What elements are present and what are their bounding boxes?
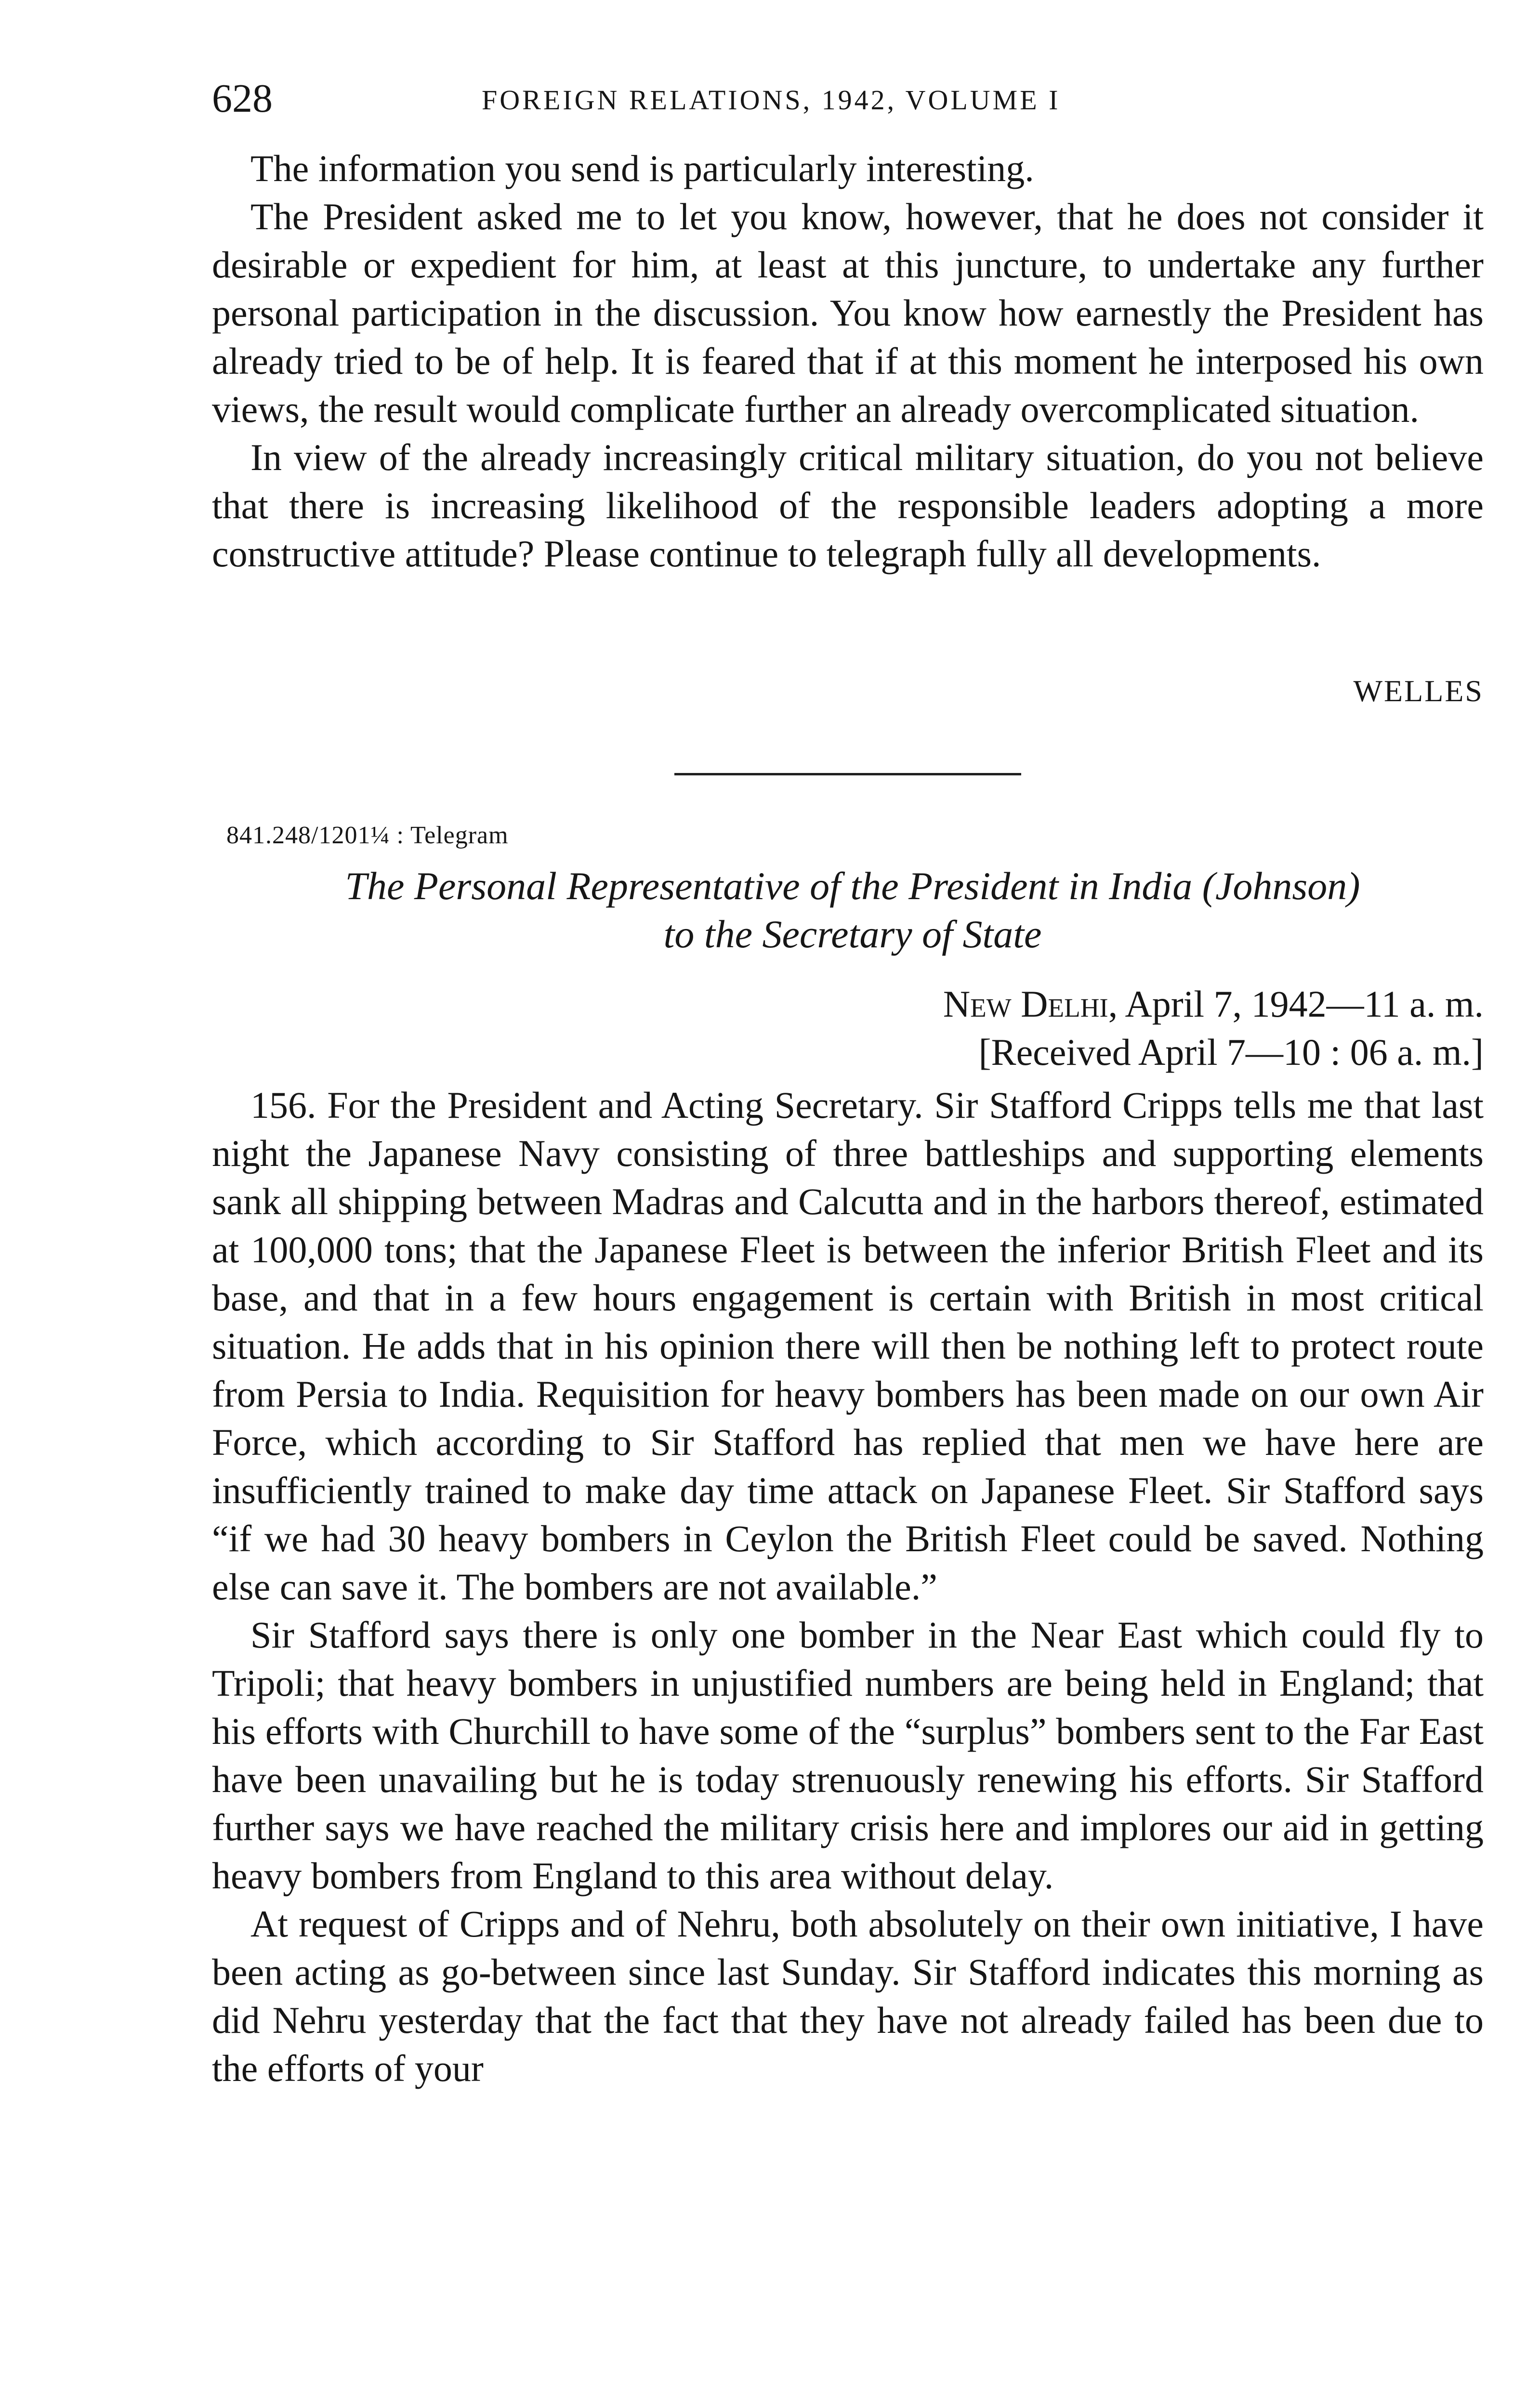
date-sent-text: , April 7, 1942—11 a. m. — [1108, 983, 1484, 1025]
dateline — [761, 980, 1484, 1076]
paragraph: At request of Cripps and of Nehru, both absolutely on their own initiative, I have been acting as go-between since last Sunday. Sir Stafford indicates this morning as did Nehru yesterday that the fact that they have not already failed has been due to the efforts of your — [212, 1903, 1484, 2089]
date-sent — [761, 980, 1484, 1028]
section-divider — [674, 773, 1021, 775]
paragraph: The President asked me to let you know, however, that he does not consider it desirable or expedient for him, at least at this juncture, to undertake any further personal participation in the discussion. You know how earnestly the President has already tried to be of help. It is feared that if at this moment he interposed his own views, the result would complicate further an already overcomplicated situation. — [212, 196, 1484, 430]
signature: WELLES — [1353, 674, 1484, 708]
page-number: 628 — [212, 76, 273, 121]
page-header — [212, 72, 1488, 125]
title-line: The Personal Representative of the President in India (Johnson) — [345, 864, 1360, 908]
place: New Delhi — [943, 983, 1108, 1025]
paragraph: 156. For the President and Acting Secretary. Sir Stafford Cripps tells me that last night the Japanese Navy consisting of three battleships and supporting elements sank all shipping between Madras and Calcutta and in the harbors thereof, estimated at 100,000 tons; that the Japanese Fleet is between the inferior British Fleet and its base, and that in a few hours engagement is certain with British in most critical situation. He adds that in his opinion there will then be nothing left to protect route from Persia to India. Requisition for heavy bombers has been made on our own Air Force, which according to Sir Stafford has replied that men we have here are insufficiently trained to make day time attack on Japanese Fleet. Sir Stafford says “if we had 30 heavy bombers in Ceylon the British Fleet could be saved. Nothing else can save it. The bombers are not available.” — [212, 1084, 1484, 1608]
telegram-body — [212, 1081, 1484, 2093]
previous-letter-body — [212, 144, 1484, 578]
title-line: to the Secretary of State — [663, 912, 1042, 956]
paragraph: Sir Stafford says there is only one bomber in the Near East which could fly to Tripoli; that heavy bombers in unjustified numbers are being held in England; that his efforts with Churchill to have some of the “surplus” bombers sent to the Far East have been unavailing but he is today strenuously renewing his efforts. Sir Stafford further says we have reached the military crisis here and implores our aid in getting heavy bombers from England to this area without delay. — [212, 1614, 1484, 1897]
paragraph: The information you send is particularly interesting. — [250, 147, 1034, 189]
date-received: [Received April 7—10 : 06 a. m.] — [978, 1031, 1484, 1073]
document-title — [222, 862, 1484, 958]
running-head: FOREIGN RELATIONS, 1942, VOLUME I — [482, 84, 1061, 116]
paragraph: In view of the already increasingly critical military situation, do you not believe that there is increasing likelihood of the responsible leaders adopting a more constructive attitude? Please continue to telegraph fully all developments. — [212, 436, 1484, 575]
file-reference: 841.248/1201¼ : Telegram — [226, 822, 509, 849]
